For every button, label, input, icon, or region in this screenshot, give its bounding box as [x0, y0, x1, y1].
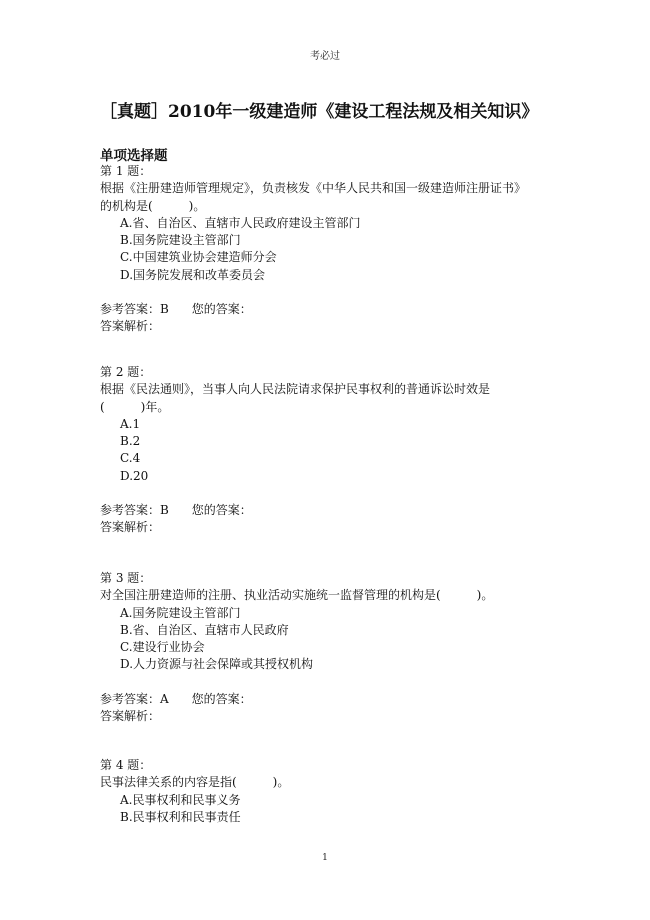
page-number: 1: [322, 853, 328, 863]
option-d: D.人力资源与社会保障或其授权机构: [120, 657, 314, 672]
question-4: [100, 757, 540, 826]
option-a: A.省、自治区、直辖市人民政府建设主管部门: [120, 215, 361, 230]
reference-answer: A: [160, 691, 169, 706]
page-header: 考必过: [310, 51, 340, 62]
analysis-label: 答案解析：: [100, 319, 161, 334]
section-title: 单项选择题: [100, 148, 168, 164]
reference-answer-label: 参考答案：: [100, 691, 161, 706]
your-answer-label: 您的答案：: [191, 503, 252, 518]
reference-answer-label: 参考答案：: [100, 503, 161, 518]
answer-row: [100, 691, 540, 708]
reference-answer-label: 参考答案：: [100, 302, 161, 317]
option-b: B.省、自治区、直辖市人民政府: [120, 622, 289, 637]
analysis-label: 答案解析：: [100, 709, 161, 724]
your-answer-label: 您的答案：: [191, 691, 252, 706]
option-d: D.20: [120, 468, 149, 483]
option-a: A.国务院建设主管部门: [120, 605, 241, 620]
question-stem-line: ( )年。: [100, 399, 170, 414]
question-number: 第 3 题：: [100, 571, 152, 585]
question-stem-line: 根据《民法通则》，当事人向人民法院请求保护民事权利的普通诉讼时效是: [100, 382, 491, 397]
option-c: C.建设行业协会: [120, 640, 205, 655]
answer-row: [100, 502, 540, 519]
option-d: D.国务院发展和改革委员会: [120, 267, 266, 282]
question-3: [100, 570, 540, 725]
option-a: A.1: [120, 416, 141, 431]
question-stem-line: 的机构是( )。: [100, 198, 206, 213]
your-answer-label: 您的答案：: [191, 302, 252, 317]
question-stem-line: 对全国注册建造师的注册、执业活动实施统一监督管理的机构是( )。: [100, 588, 494, 603]
option-b: B.民事权利和民事责任: [120, 809, 241, 824]
question-number: 第 4 题：: [100, 758, 152, 772]
option-a: A.民事权利和民事义务: [120, 792, 241, 807]
option-b: B.2: [120, 434, 141, 449]
question-1: [100, 163, 540, 336]
option-c: C.中国建筑业协会建造师分会: [120, 250, 277, 265]
question-stem-line: 民事法律关系的内容是指( )。: [100, 775, 290, 790]
reference-answer: B: [160, 302, 169, 317]
question-number: 第 2 题：: [100, 365, 152, 379]
question-2: [100, 364, 540, 537]
analysis-label: 答案解析：: [100, 520, 161, 535]
reference-answer: B: [160, 503, 169, 518]
option-b: B.国务院建设主管部门: [120, 233, 241, 248]
option-c: C.4: [120, 451, 141, 466]
question-number: 第 1 题：: [100, 164, 152, 178]
document-title: ［真题］2010年一级建造师《建设工程法规及相关知识》: [100, 102, 539, 122]
answer-row: [100, 301, 540, 318]
question-stem-line: 根据《注册建造师管理规定》，负责核发《中华人民共和国一级建造师注册证书》: [100, 181, 527, 196]
